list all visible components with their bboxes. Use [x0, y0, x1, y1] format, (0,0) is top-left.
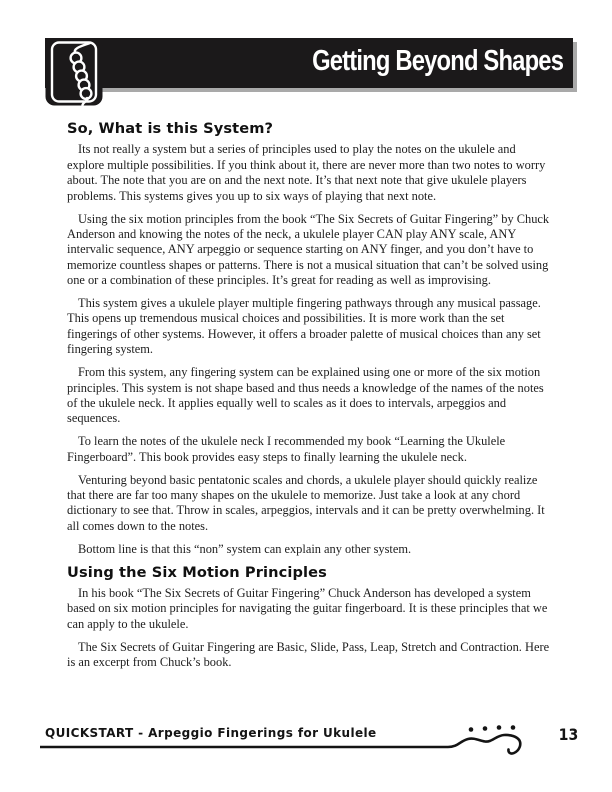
- paragraph: This system gives a ukulele player multiple fingering pathways through any musical passage. This opens up tremendous musical choices and possibilities. It is more work than the set fingerings of other systems. However, it offers a broader palette of musical choices than any set fingering system.: [67, 296, 541, 357]
- paragraph: Venturing beyond basic pentatonic scales and chords, a ukulele player should quickly realize that there are far too many shapes on the ukulele to memorize. Just take a look at any chord dictionary to see that. Throw in scales, arpeggios, intervals and it can be pretty overwhelming. It all comes down to the notes.: [67, 472, 545, 533]
- paragraph: Bottom line is that this “non” system can explain any other system.: [78, 541, 412, 556]
- paragraph: The Six Secrets of Guitar Fingering are Basic, Slide, Pass, Leap, Stretch and Contraction. Here is an excerpt from Chuck’s book.: [67, 639, 550, 670]
- paragraph: From this system, any fingering system can be explained using one or more of the six motion principles. This system is not shape based and thus needs a knowledge of the names of the notes of the ukulele neck. It applies equally well to scales as it does to intervals, arpeggios and sequences.: [67, 365, 544, 426]
- chapter-header-bar: [45, 38, 573, 88]
- paragraph: Its not really a system but a series of principles used to play the notes on the ukulele and explore multiple possibilities. If you think about it, there are never more than two notes to worry about. The note that you are on and the next note. It’s that next note that give ukulele players problems. This systems gives you up to six ways of playing that next note.: [67, 142, 546, 203]
- page-number: 13: [558, 725, 578, 744]
- section-heading-six-motion-principles: Using the Six Motion Principles: [67, 563, 327, 581]
- footer-book-title: QUICKSTART - Arpeggio Fingerings for Ukulele: [45, 726, 377, 740]
- page-body: [67, 121, 553, 678]
- book-headstock-icon: [45, 38, 103, 106]
- section-heading-system: So, What is this System?: [67, 120, 274, 137]
- chapter-title: Getting Beyond Shapes: [311, 45, 563, 77]
- ukulele-squiggle-icon: [40, 722, 542, 762]
- paragraph: Using the six motion principles from the book “The Six Secrets of Guitar Fingering” by Chuck Anderson and knowing the notes of the neck, a ukulele player CAN play ANY scale, ANY intervalic sequence, ANY arpeggio or sequence starting on ANY finger, and you don’t have to memorize countless shapes or patterns. There is not a musical situation that can’t be solved using one or a combination of these principles. It’s great for reading as well as improvising.: [67, 211, 550, 288]
- paragraph: To learn the notes of the ukulele neck I recommended my book “Learning the Ukulele Fingerboard”. This book provides easy steps to finally learning the ukulele neck.: [67, 434, 506, 464]
- paragraph: In his book “The Six Secrets of Guitar Fingering” Chuck Anderson has developed a system based on six motion principles for navigating the guitar fingerboard. It is these principles that we can apply to the ukulele.: [67, 586, 548, 631]
